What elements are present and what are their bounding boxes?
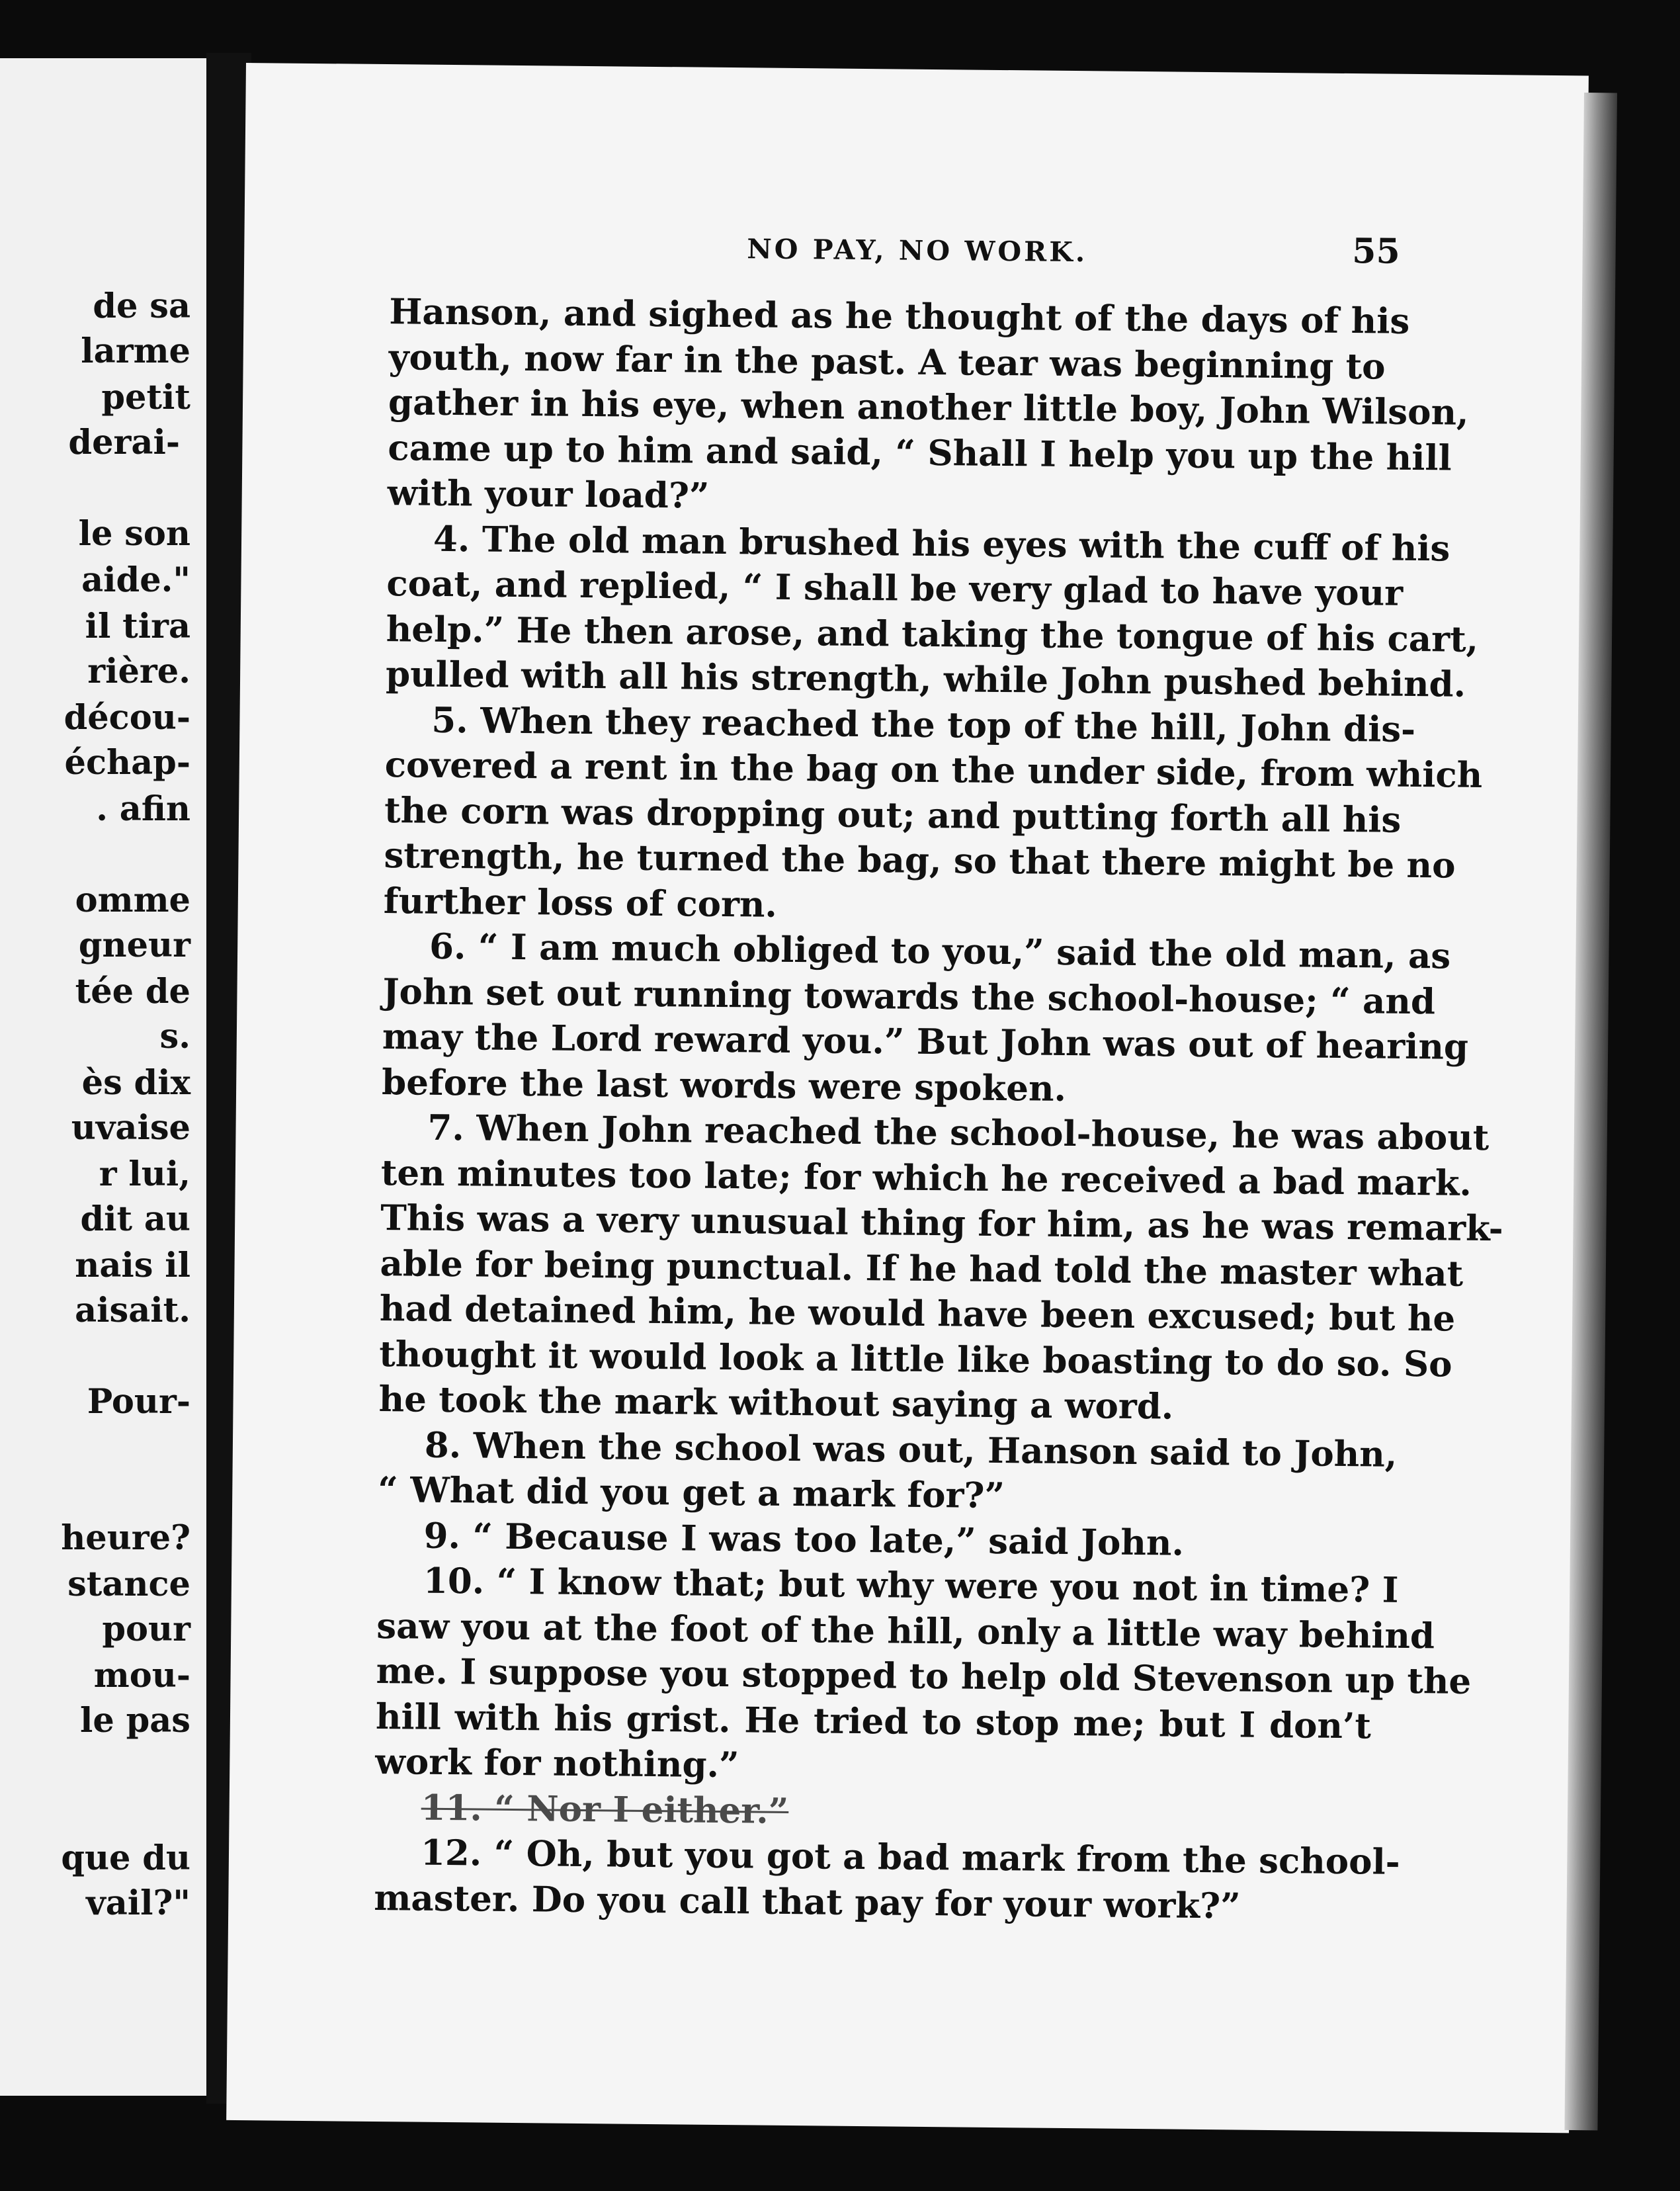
text-line: 7. When John reached the school-house, he was about bbox=[427, 1107, 1490, 1159]
text-line: 4. The old man brushed his eyes with the cuff of his bbox=[433, 518, 1450, 570]
facing-page-text-fragment: petit bbox=[101, 378, 190, 417]
text-line: help.” He then arose, and taking the tongue of his cart, bbox=[386, 608, 1479, 660]
facing-page-text-fragment: décou- bbox=[63, 698, 190, 738]
text-line: the corn was dropping out; and putting forth all his bbox=[384, 789, 1402, 841]
facing-page-text-fragment: échap- bbox=[64, 743, 190, 783]
facing-page-text-fragment: gneur bbox=[78, 925, 190, 965]
text-line: youth, now far in the past. A tear was beginning to bbox=[388, 336, 1386, 388]
text-line: 6. “ I am much obliged to you,” said the old man, as bbox=[429, 925, 1451, 977]
facing-page-text-fragment: Pour- bbox=[87, 1382, 190, 1422]
text-line: 10. “ I know that; but why were you not in time? I bbox=[423, 1560, 1399, 1611]
facing-page-text-fragment: aide." bbox=[81, 560, 190, 600]
text-line: came up to him and said, “ Shall I help you up the hill bbox=[388, 427, 1452, 479]
facing-page-text-fragment: aisait. bbox=[75, 1291, 190, 1330]
text-line: master. Do you call that pay for your work?” bbox=[374, 1877, 1241, 1927]
text-line: 8. When the school was out, Hanson said to John, bbox=[424, 1424, 1398, 1475]
facing-page-text-fragment: heure? bbox=[61, 1518, 190, 1558]
text-line: further loss of corn. bbox=[383, 880, 778, 925]
body-text bbox=[374, 289, 1504, 1930]
text-line: 5. When they reached the top of the hill, John dis- bbox=[431, 699, 1416, 750]
text-line: he took the mark without saying a word. bbox=[378, 1379, 1174, 1428]
facing-page-text-fragment: derai- bbox=[68, 423, 180, 462]
text-line: work for nothing.” bbox=[375, 1740, 739, 1786]
facing-page-fragment bbox=[0, 58, 206, 2096]
text-line: had detained him, he would have been excused; but he bbox=[379, 1288, 1456, 1340]
text-line: John set out running towards the school-house; “ and bbox=[382, 970, 1436, 1022]
text-line: Hanson, and sighed as he thought of the days of his bbox=[389, 291, 1410, 342]
text-line: hill with his grist. He tried to stop me; but I don’t bbox=[375, 1696, 1372, 1746]
text-line: This was a very unusual thing for him, as he was remark- bbox=[380, 1197, 1504, 1250]
running-head: NO PAY, NO WORK. bbox=[747, 233, 1088, 269]
text-line: gather in his eye, when another little boy, John Wilson, bbox=[388, 382, 1469, 433]
text-line: with your load?” bbox=[387, 472, 710, 517]
facing-page-text-fragment: mou- bbox=[93, 1656, 190, 1696]
facing-page-text-fragment: dit au bbox=[80, 1199, 190, 1239]
text-line: may the Lord reward you.” But John was out of hearing bbox=[382, 1016, 1469, 1068]
facing-page-text-fragment: il tira bbox=[85, 607, 190, 646]
facing-page-text-fragment: ès dix bbox=[81, 1063, 190, 1103]
text-line: ten minutes too late; for which he received a bad mark. bbox=[380, 1152, 1472, 1204]
facing-page-text-fragment: rière. bbox=[87, 652, 190, 691]
facing-page-text-fragment: nais il bbox=[75, 1246, 190, 1285]
facing-page-text-fragment: tée de bbox=[75, 972, 190, 1011]
text-line: before the last words were spoken. bbox=[381, 1061, 1067, 1109]
facing-page-text-fragment: s. bbox=[159, 1017, 190, 1056]
text-line: 11. “ Nor I either.” bbox=[421, 1787, 789, 1832]
page-number: 55 bbox=[1352, 231, 1401, 272]
facing-page-text-fragment: larme bbox=[81, 331, 190, 371]
text-line: 12. “ Oh, but you got a bad mark from the school- bbox=[420, 1832, 1400, 1883]
facing-page-text-fragment: que du bbox=[61, 1838, 190, 1878]
facing-page-text-fragment: omme bbox=[75, 881, 190, 920]
text-line: able for being punctual. If he had told the master what bbox=[380, 1242, 1464, 1295]
text-line: “ What did you get a mark for?” bbox=[378, 1469, 1005, 1517]
text-line: coat, and replied, “ I shall be very glad to have your bbox=[386, 563, 1404, 614]
facing-page-text-fragment: . afin bbox=[96, 789, 190, 829]
facing-page-text-fragment: de sa bbox=[93, 286, 190, 326]
facing-page-text-fragment: vail?" bbox=[86, 1883, 190, 1923]
text-line: strength, he turned the bag, so that there might be no bbox=[384, 835, 1456, 886]
facing-page-text-fragment: r lui, bbox=[99, 1154, 190, 1194]
facing-page-text-fragment: stance bbox=[67, 1565, 190, 1604]
facing-page-text-fragment: pour bbox=[102, 1610, 190, 1649]
text-line: saw you at the foot of the hill, only a little way behind bbox=[376, 1605, 1435, 1656]
facing-page-text-fragment: le son bbox=[78, 514, 190, 554]
facing-page-text-fragment: uvaise bbox=[71, 1108, 190, 1148]
text-line: thought it would look a little like boasting to do so. So bbox=[378, 1333, 1452, 1385]
text-line: 9. “ Because I was too late,” said John. bbox=[423, 1515, 1185, 1564]
text-line: pulled with all his strength, while John pushed behind. bbox=[385, 654, 1466, 705]
text-line: covered a rent in the bag on the under side, from which bbox=[384, 744, 1483, 796]
text-line: me. I suppose you stopped to help old Stevenson up the bbox=[376, 1651, 1472, 1702]
book-page bbox=[226, 63, 1589, 2133]
facing-page-text-fragment: le pas bbox=[80, 1701, 190, 1740]
